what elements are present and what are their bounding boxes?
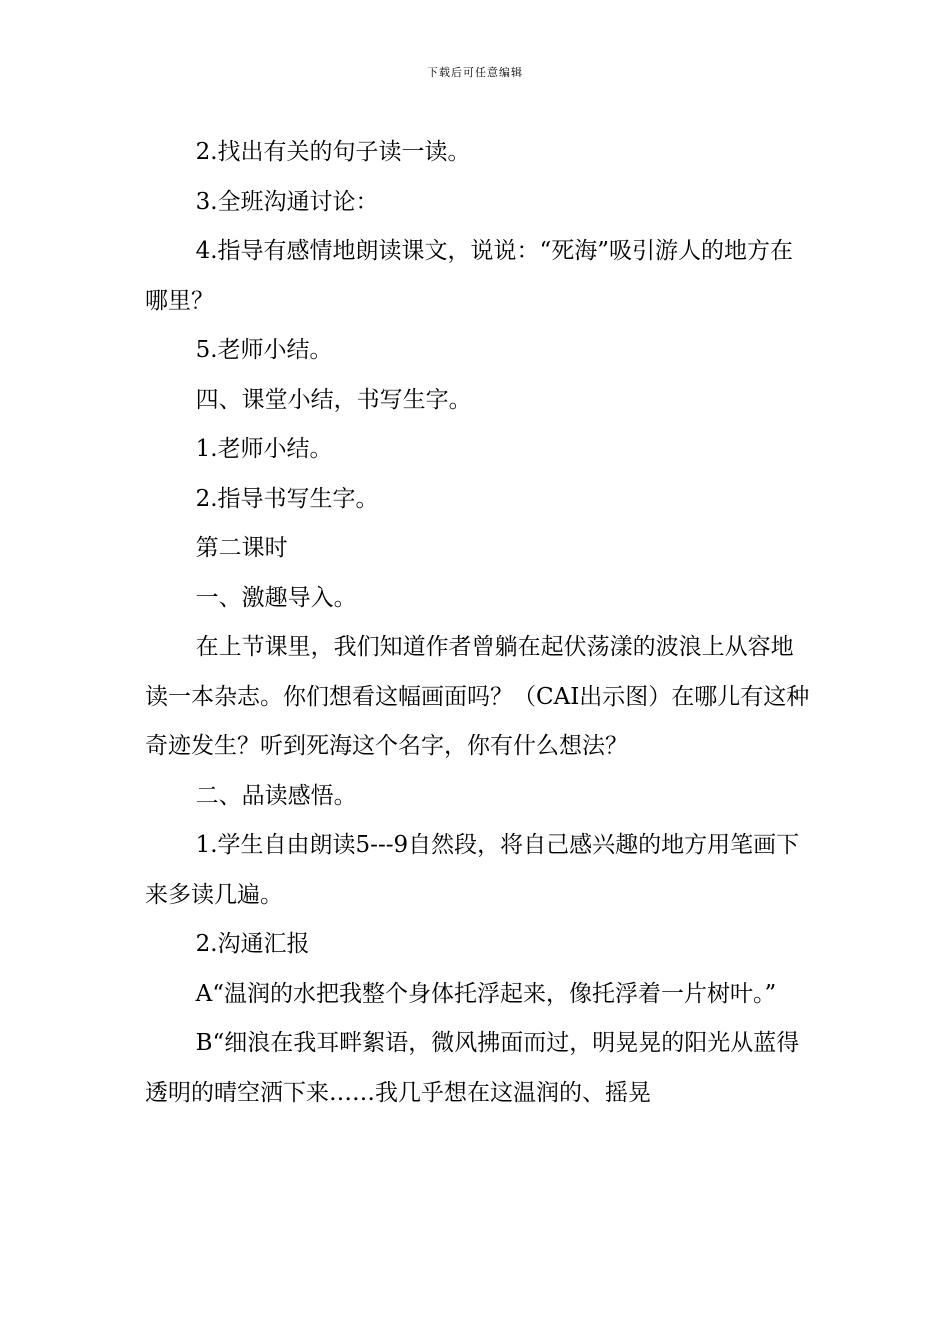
quote-paragraph: A“温润的水把我整个身体托浮起来，像托浮着一片树叶。”	[195, 980, 777, 1007]
lesson-heading: 第二课时	[195, 535, 288, 561]
paragraph: 5.老师小结。	[195, 337, 333, 363]
section-heading: 四、课堂小结，书写生字。	[195, 386, 472, 413]
paragraph: 4.指导有感情地朗读课文，说说：“死海”吸引游人的地方在哪里？	[145, 238, 794, 314]
section-heading: 一、激趣导入。	[195, 584, 357, 611]
paragraph: 3.全班沟通讨论：	[195, 188, 379, 215]
document-body	[145, 128, 810, 1118]
paragraph: 2.找出有关的句子读一读。	[195, 139, 471, 165]
paragraph: 在上节课里，我们知道作者曾躺在起伏荡漾的波浪上从容地读一本杂志。你们想看这幅画面吗？（CAI出示图）在哪儿有这种奇迹发生？听到死海这个名字，你有什么想法？	[145, 634, 810, 759]
paragraph: 2.指导书写生字。	[195, 485, 379, 512]
quote-paragraph: B“细浪在我耳畔絮语，微风拂面而过，明晃晃的阳光从蓝得透明的晴空洒下来……我几乎想在这温润的、摇晃	[145, 1030, 800, 1106]
section-heading: 二、品读感悟。	[195, 782, 357, 809]
page-header: 下载后可任意编辑	[427, 66, 523, 79]
paragraph: 2.沟通汇报	[195, 931, 310, 957]
paragraph: 1.学生自由朗读5---9自然段，将自己感兴趣的地方用笔画下来多读几遍。	[145, 832, 800, 908]
paragraph: 1.老师小结。	[195, 436, 333, 462]
